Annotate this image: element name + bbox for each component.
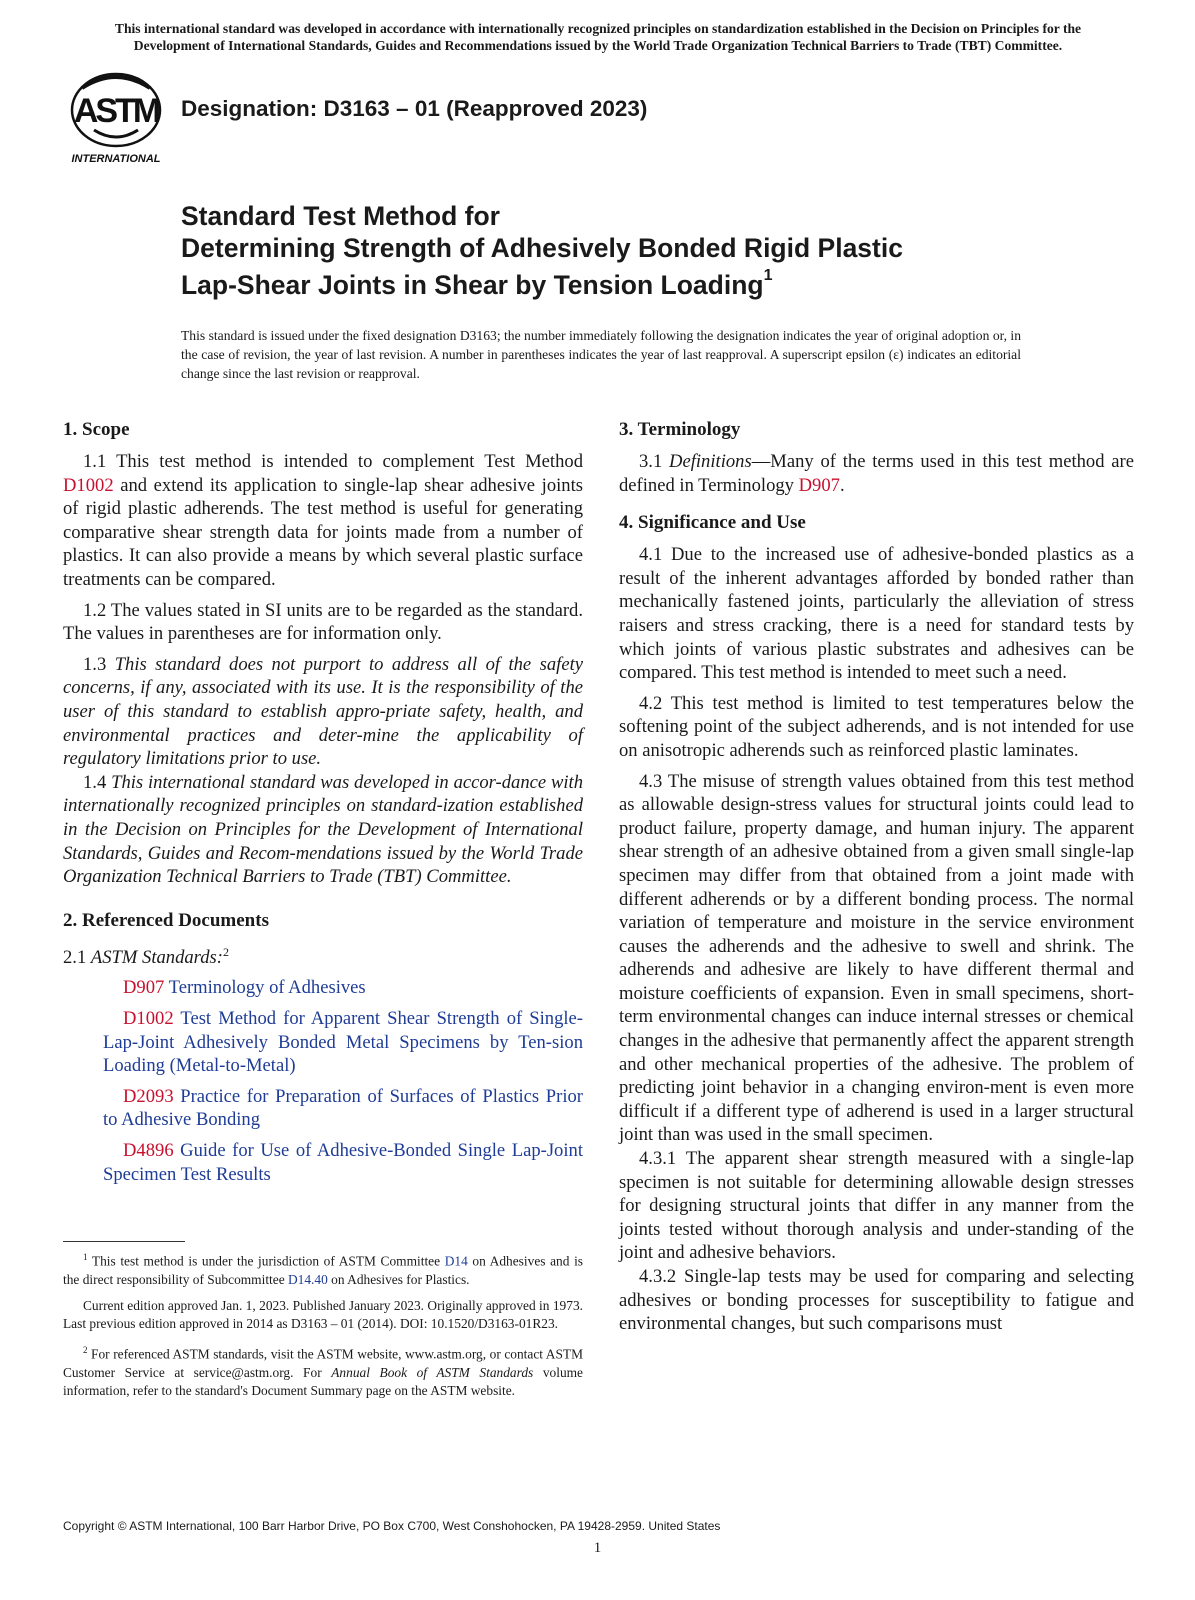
section-scope-heading: 1. Scope [63,419,130,440]
issue-note: This standard is issued under the fixed designation D3163; the number immediately following the designation indicates the year of original adoption or, in the case of revision, the year of last revision. A number in parentheses indicates the year of last reapproval. A superscript epsilon (ε) indicates an editorial change since the last revision or reapproval. [181,328,1021,381]
paragraph-4-3-1: 4.3.1 The apparent shear strength measured with a single-lap specimen is not suitable for determining allowable design stresses for designing structural joints that differ in any manner from the joints tested without thorough analysis and under-standing of the joint and adhesive behaviors. [619,1148,1134,1264]
title-line-1: Standard Test Method for [181,201,500,231]
paragraph-4-2: 4.2 This test method is limited to test temperatures below the softening point of the subject adherends, and is not intended for use on anisotropic adherends such as reinforced plastic laminates. [619,692,1134,761]
paragraph-4-3-2: 4.3.2 Single-lap tests may be used for comparing and selecting adhesives or bonding processes for susceptibility to fatigue and environmental changes, but such comparisons must [619,1266,1134,1335]
link-d907[interactable]: D907 [798,474,840,496]
section-terminology-heading: 3. Terminology [619,419,741,440]
title-line-2: Determining Strength of Adhesively Bonded Rigid Plastic [181,233,903,263]
reference-d4896[interactable]: D4896 Guide for Use of Adhesive-Bonded Single Lap-Joint Specimen Test Results [103,1140,583,1185]
paragraph-4-1: 4.1 Due to the increased use of adhesive-bonded plastics as a result of the inherent advantages afforded by bonded rather than mechanically fastened joints, particularly the alleviation of stress raisers and stress cracking, there is a need for standard tests by which joints of various plastic substrates and adhesives can be compared. This test method is intended to meet such a need. [619,544,1134,684]
reference-d907[interactable]: D907 Terminology of Adhesives [123,977,366,999]
left-column [63,418,583,1408]
notice-line-2: Development of International Standards, Guides and Recommendations issued by the World Trade Organization Technical Barriers to Trade (TBT) Committee. [133,38,1063,53]
paragraph-4-3: 4.3 The misuse of strength values obtained from this test method as allowable design-stress values for structural joints could lead to product failure, property damage, and human injury. The apparent shear strength of an adhesive obtained from a given small single-lap specimen may differ from that obtained from a joint made with different adherends or by a different bonding process. The normal variation of temperature and moisture in the service environment causes the adherends and the adhesive to swell and shrink. The adherends and adhesive are likely to have different thermal and moisture coefficients of expansion. Even in small specimens, short-term environmental changes can induce internal stresses or chemical changes in the adhesive that permanently affect the apparent strength and other mechanical properties of the adhesive. The problem of predicting joint behavior in a changing environ-ment is even more difficult if a different type of adherend is used in a larger structural joint than was used in the small specimen. [619,770,1134,1146]
section-significance-heading: 4. Significance and Use [619,512,806,534]
footnote-divider [63,1241,185,1242]
right-column [619,418,1134,1336]
international-standard-notice [60,20,1136,54]
title-line-3: Lap-Shear Joints in Shear by Tension Loading$^1$ [181,267,773,300]
astm-logo-icon [64,70,168,166]
reference-list [63,976,583,1186]
paragraph-3-1: 3.1 Definitions—Many of the terms used in this test method are defined in Terminology D907. [619,451,1135,496]
copyright-footer: Copyright © ASTM International, 100 Barr Harbor Drive, PO Box C700, West Conshohocken, PA 19428-2959. United States [63,1519,721,1533]
section-referenced-documents-heading: 2. Referenced Documents [63,909,269,931]
paragraph-1-3: 1.3 This standard does not purport to address all of the safety concerns, if any, associated with its use. It is the responsibility of the user of this standard to establish appro-priate safety, health, and environmental practices and deter-mine the applicability of regulatory limitations prior to use. [63,653,583,770]
document-title [181,200,1081,301]
notice-line-1: This international standard was developed in accordance with internationally recognized principles on standardization established in the Decision on Principles for the [114,21,1082,36]
reference-d1002[interactable]: D1002 Test Method for Apparent Shear Strength of Single-Lap-Joint Adhesively Bonded Metal Specimens by Ten-sion Loading (Metal-to-Metal) [103,1008,583,1077]
astm-standards-label: 2.1 ASTM Standards:$^2$ [63,944,229,968]
paragraph-1-1: 1.1 This test method is intended to complement Test Method D1002 and extend its application to single-lap shear adhesive joints of rigid plastic adherends. The test method is useful for generating comparative shear strength data for joints made from a number of plastics. It can also provide a means by which several plastic surface treatments can be compared. [63,451,583,590]
link-d14-40[interactable]: D14.40 [288,1272,328,1288]
page-number: 1 [593,1540,602,1556]
paragraph-1-4: 1.4 This international standard was developed in accor-dance with internationally recognized principles on standard-ization established in the Decision on Principles for the Development of International Standards, Guides and Recom-mendations issued by the World Trade Organization Technical Barriers to Trade (TBT) Committee. [63,771,583,888]
footnote-1: $^1$ This test method is under the jurisdiction of ASTM Committee D14 on Adhesives and is the direct responsibility of Subcommittee D14.40 on Adhesives for Plastics. [63,1252,584,1288]
link-d1002[interactable]: D1002 [63,474,114,496]
footnote-2: $^2$ For referenced ASTM standards, visit the ASTM website, www.astm.org, or contact ASTM Customer Service at service@astm.org. For Annual Book of ASTM Standards volume information, refer to the standard's Document Summary page on the ASTM website. [63,1344,583,1399]
footnote-1-edition: Current edition approved Jan. 1, 2023. Published January 2023. Originally approved in 1973. Last previous edition approved in 2014 as D3163 – 01 (2014). DOI: 10.1520/D3163-01R23. [63,1297,583,1332]
reference-d2093[interactable]: D2093 Practice for Preparation of Surfaces of Plastics Prior to Adhesive Bonding [103,1085,583,1131]
title-footnote-mark: 1 [763,267,773,284]
designation: Designation: D3163 – 01 (Reapproved 2023) [181,96,648,121]
paragraph-1-2: 1.2 The values stated in SI units are to be regarded as the standard. The values in parentheses are for information only. [63,599,583,645]
svg-text:ASTM: ASTM [73,92,159,130]
astm-logo [64,70,168,166]
svg-text:INTERNATIONAL: INTERNATIONAL [71,153,161,165]
link-d14[interactable]: D14 [444,1253,468,1269]
